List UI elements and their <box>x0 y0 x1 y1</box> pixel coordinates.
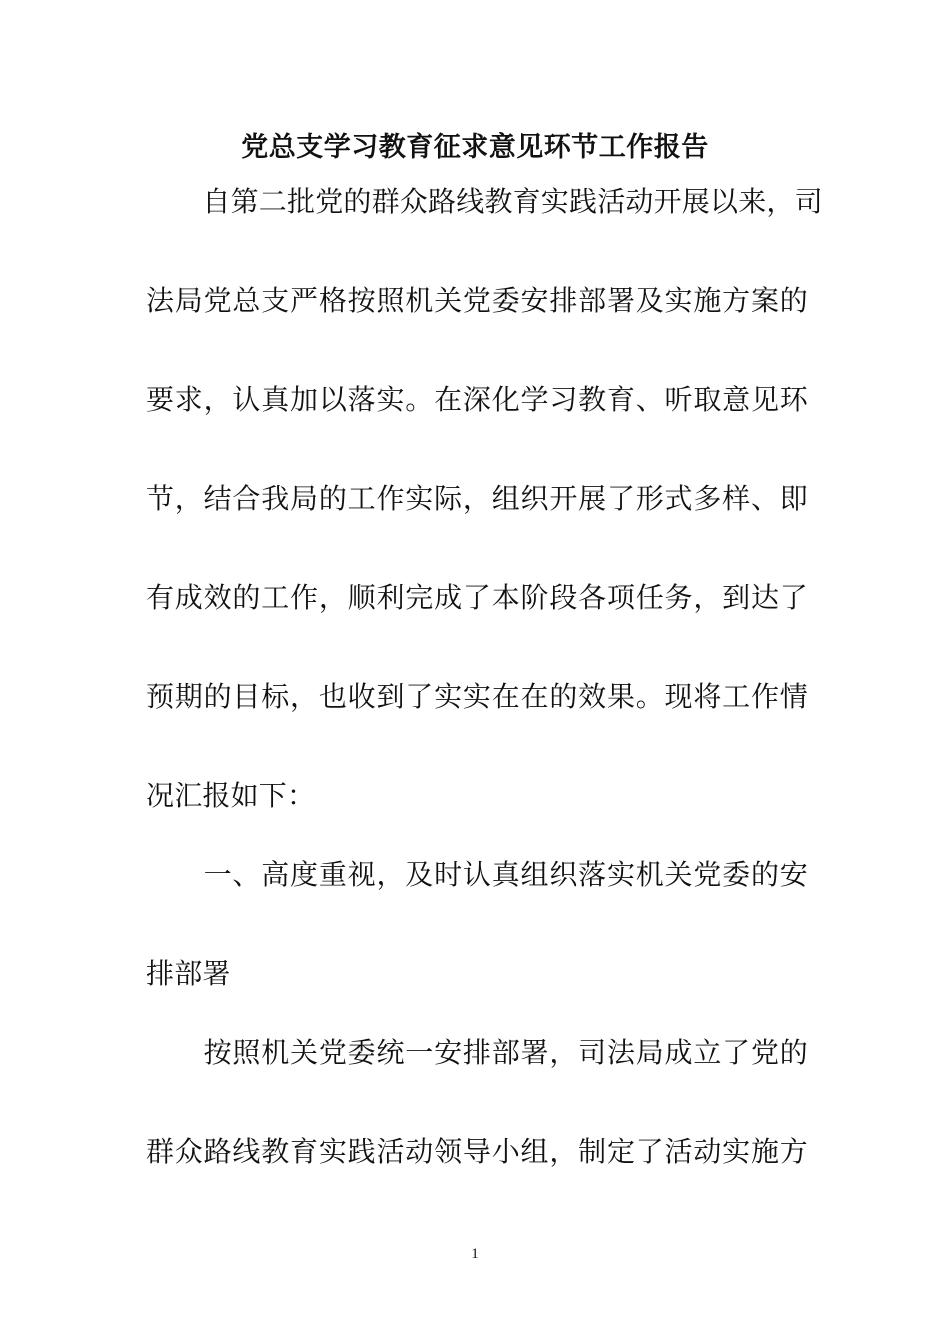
body-line: 节，结合我局的工作实际，组织开展了形式多样、即 <box>146 482 808 515</box>
body-line: 要求，认真加以落实。在深化学习教育、听取意见环 <box>146 383 808 416</box>
document-title: 党总支学习教育征求意见环节工作报告 <box>241 132 709 163</box>
body-line: 群众路线教育实践活动领导小组，制定了活动实施方 <box>146 1135 808 1168</box>
page-number: 1 <box>471 1246 479 1262</box>
body-line: 法局党总支严格按照机关党委安排部署及实施方案的 <box>146 284 808 317</box>
section-heading-line: 一、高度重视，及时认真组织落实机关党委的安 <box>146 858 808 891</box>
body-line: 自第二批党的群众路线教育实践活动开展以来，司 <box>146 185 823 218</box>
body-line: 预期的目标，也收到了实实在在的效果。现将工作情 <box>146 680 808 713</box>
section-heading-line: 排部署 <box>146 957 231 990</box>
body-line: 况汇报如下： <box>146 779 316 812</box>
body-line: 有成效的工作，顺利完成了本阶段各项任务，到达了 <box>146 581 808 614</box>
body-line: 按照机关党委统一安排部署，司法局成立了党的 <box>146 1036 808 1069</box>
